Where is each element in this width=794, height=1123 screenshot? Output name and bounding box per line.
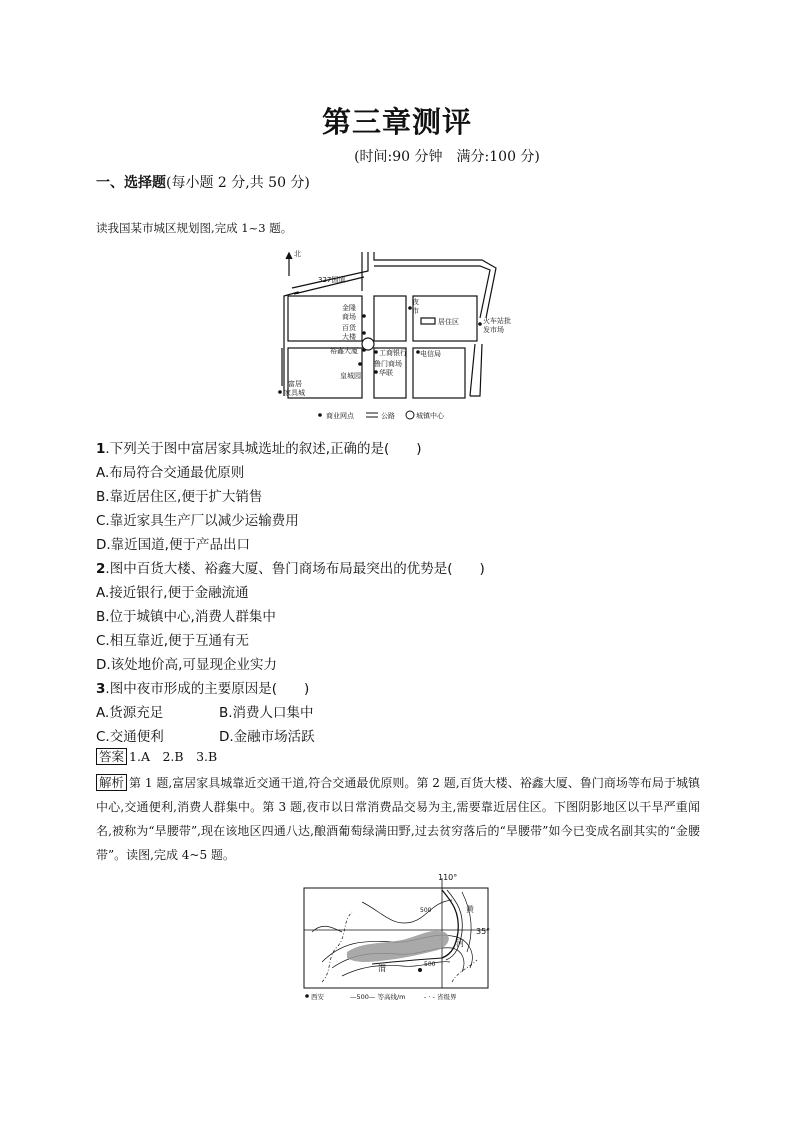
exam-info: (时间:90 分钟 满分:100 分) [354, 149, 540, 165]
contour-label-2: 500 [420, 907, 432, 914]
label-yuxin: 裕鑫大厦 [330, 347, 358, 355]
legend-point-symbol [318, 413, 322, 417]
answer-tag: 答案 [96, 748, 127, 765]
q1-option-a: A.布局符合交通最优原则 [96, 465, 245, 481]
legend-road-label: 公路 [381, 412, 395, 420]
answer-text: 1.A 2.B 3.B [129, 749, 218, 764]
section-note: (每小题 2 分,共 50 分) [166, 175, 310, 191]
river-label-huang: 黄 [466, 905, 474, 914]
label-juzhuqu: 居住区 [438, 318, 459, 326]
q1-option-c: C.靠近家具生产厂以减少运输费用 [96, 513, 299, 529]
label-huanian: 华联 [379, 369, 393, 377]
question-number: 2 [96, 561, 106, 577]
label-fuju-2: 家具城 [284, 389, 305, 397]
q2-option-a: A.接近银行,便于金融流通 [96, 585, 249, 601]
q1-option-d: D.靠近国道,便于产品出口 [96, 537, 250, 553]
city-planning-map [270, 246, 542, 426]
label-jinlong-2: 商场 [342, 313, 356, 321]
label-lumen: 鲁门商场 [374, 360, 402, 368]
q3-option-c: C.交通便利 [96, 729, 164, 745]
label-huangcheng: 皇城园 [340, 372, 361, 380]
explanation-text: 第 1 题,富居家具城靠近交通干道,符合交通最优原则。第 2 题,百货大楼、裕鑫大厦、鲁门商场等布局于城镇中心,交通便利,消费人群集中。第 3 题,夜市以日常消费品交易为主,需要靠近居住区。下图阴影地区以干旱严重闻名,被称为“旱腰带”,现在该地区四通八达,酿酒葡萄绿满田野,过去贫穷落后的“旱腰带”如今已变成名副其实的“金腰带”。读图,完成 4~5 题。 [96, 776, 700, 862]
label-yeshi-1: 夜 [412, 298, 419, 306]
legend-contour-label: —500— 等高线/m [350, 993, 406, 1001]
label-gongshang: 工商银行 [379, 349, 407, 357]
legend-city-symbol [305, 994, 309, 998]
road-label-327: 327国道 [318, 276, 346, 284]
q2-option-c: C.相互靠近,便于互通有无 [96, 633, 250, 649]
explanation-tag: 解析 [96, 774, 127, 791]
north-label: 北 [294, 250, 301, 258]
contour-label-1: 500 [424, 961, 436, 968]
q2-option-d: D.该处地价高,可显现企业实力 [96, 657, 277, 673]
label-baihuo-2: 大楼 [342, 333, 356, 341]
legend-center-symbol [406, 411, 414, 419]
question-number: 1 [96, 441, 106, 457]
river-label-wei: 渭 [378, 964, 386, 973]
drought-belt-map [302, 872, 490, 1004]
river-label-he: 河 [456, 939, 464, 948]
q3-option-b: B.消费人口集中 [219, 705, 314, 721]
q3-option-d: D.金融市场活跃 [219, 729, 315, 745]
label-huoche-2: 发市场 [483, 326, 504, 334]
section-heading [96, 172, 310, 192]
section-title: 一、选择题 [96, 175, 166, 191]
page-title: 第三章测评 [321, 105, 472, 139]
q1-option-b: B.靠近居住区,便于扩大销售 [96, 489, 263, 505]
label-fuju-1: 富居 [288, 380, 302, 388]
question-2 [96, 557, 485, 577]
label-huoche-1: 火车站批 [483, 317, 511, 325]
label-dianxin: 电信局 [420, 350, 441, 358]
explanation [96, 771, 700, 867]
legend-center-label: 城镇中心 [416, 412, 444, 420]
longitude-label: 110° [438, 873, 458, 882]
question-stem: .图中百货大楼、裕鑫大厦、鲁门商场布局最突出的优势是( ) [105, 561, 485, 577]
question-1 [96, 437, 422, 457]
q3-option-a: A.货源充足 [96, 705, 164, 721]
legend-city-label: 西安 [311, 993, 324, 1001]
map-intro: 读我国某市城区规划图,完成 1~3 题。 [96, 221, 293, 235]
label-jinlong-1: 金隆 [342, 304, 356, 312]
legend-point-label: 商业网点 [326, 412, 354, 420]
label-baihuo-1: 百货 [342, 324, 356, 332]
question-stem: .下列关于图中富居家具城选址的叙述,正确的是( ) [105, 441, 422, 457]
label-yeshi-2: 市 [412, 307, 419, 315]
answer-line [96, 747, 217, 765]
xian-marker [418, 968, 422, 972]
latitude-label: 35° [476, 927, 490, 936]
question-number: 3 [96, 681, 106, 697]
drought-belt-area [347, 931, 449, 962]
question-3 [96, 677, 309, 697]
question-stem: .图中夜市形成的主要原因是( ) [105, 681, 310, 697]
legend-border-label: - · - 省级界 [424, 993, 457, 1001]
q2-option-b: B.位于城镇中心,消费人群集中 [96, 609, 276, 625]
city-center-marker [362, 338, 374, 350]
